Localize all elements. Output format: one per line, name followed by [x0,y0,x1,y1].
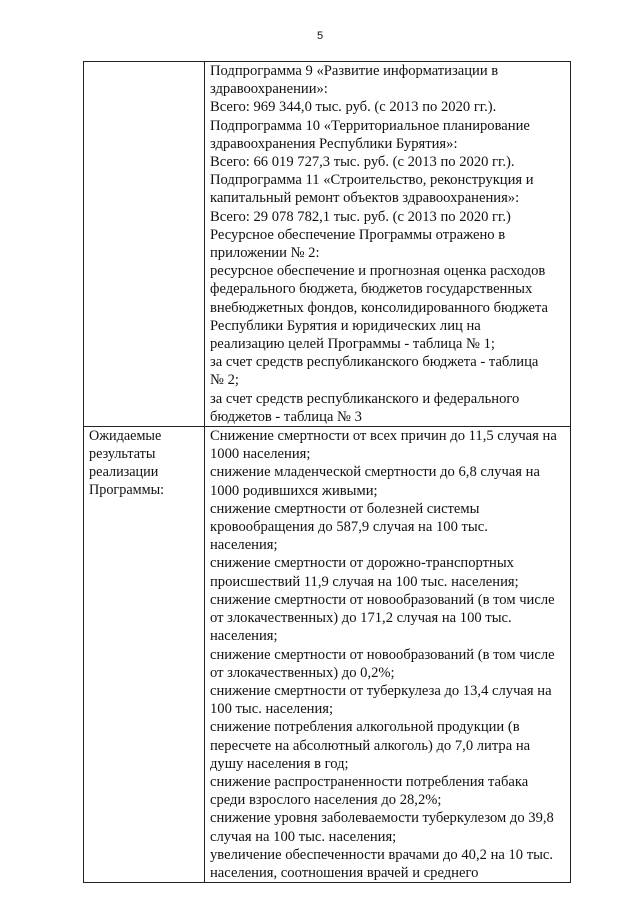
content-line: пересчете на абсолютный алкоголь) до 7,0 литра на [210,737,531,754]
content-line: ресурсное обеспечение и прогнозная оценка расходов [210,263,546,280]
content-line: от злокачественных) до 0,2%; [210,664,395,681]
content-line: Всего: 29 078 782,1 тыс. руб. (с 2013 по 2020 гг.) [210,208,511,225]
content-line: кровообращения до 587,9 случая на 100 тыс. [210,519,488,536]
label-line: реализации [89,464,159,481]
label-line: результаты [89,446,156,463]
content-line: снижение смертности от дорожно-транспортных [210,555,514,572]
content-line: снижение уровня заболеваемости туберкулезом до 39,8 [210,810,554,827]
content-line: увеличение обеспеченности врачами до 40,2 на 10 тыс. [210,846,554,863]
row-content-cell [205,62,571,427]
table-row [84,427,571,883]
row-label-cell [84,62,205,427]
content-line: Всего: 969 344,0 тыс. руб. (с 2013 по 2020 гг.). [210,99,497,116]
program-passport-table [83,61,571,883]
row-label-cell [84,427,205,883]
content-line: снижение распространенности потребления табака [210,773,529,790]
content-line: среди взрослого населения до 28,2%; [210,792,442,809]
content-line: 1000 родившихся живыми; [210,482,378,499]
content-line: Подпрограмма 11 «Строительство, реконструкция и [210,172,534,189]
content-line: снижение смертности от туберкулеза до 13,4 случая на [210,682,552,699]
content-line: населения; [210,537,278,554]
content-line: Подпрограмма 9 «Развитие информатизации в [210,63,499,79]
content-line: снижение младенческой смертности до 6,8 случая на [210,464,540,481]
content-line: капитальный ремонт объектов здравоохранения»: [210,190,520,207]
content-line: от злокачественных) до 171,2 случая на 100 тыс. [210,610,512,627]
content-line: Всего: 66 019 727,3 тыс. руб. (с 2013 по 2020 гг.). [210,154,515,171]
table-row [84,62,571,427]
content-line: населения, соотношения врачей и среднего [210,864,479,881]
content-line: за счет средств республиканского бюджета - таблица [210,354,539,371]
content-line: снижение смертности от болезней системы [210,500,480,517]
page-number: 5 [316,30,324,42]
content-line: 100 тыс. населения; [210,701,334,718]
content-line: приложении № 2: [210,245,320,262]
label-line: Ожидаемые [89,428,162,445]
content-line: здравоохранения Республики Бурятия»: [210,135,458,152]
content-line: внебюджетных фондов, консолидированного бюджета [210,299,548,316]
content-line: Подпрограмма 10 «Территориальное планирование [210,117,530,134]
content-line: случая на 100 тыс. населения; [210,828,397,845]
content-line: федерального бюджета, бюджетов государственных [210,281,533,298]
content-line: снижение смертности от новообразований (в том числе [210,646,555,663]
content-line: за счет средств республиканского и федерального [210,390,520,407]
content-line: Республики Бурятия и юридических лиц на [210,317,481,334]
content-line: здравоохранении»: [210,81,328,98]
content-line: бюджетов - таблица № 3 [210,408,362,425]
content-line: Ресурсное обеспечение Программы отражено в [210,226,506,243]
content-line: Снижение смертности от всех причин до 11,5 случая на [210,428,557,445]
content-line: 1000 населения; [210,446,311,463]
content-line: душу населения в год; [210,755,349,772]
content-line: снижение смертности от новообразований (в том числе [210,591,555,608]
content-line: № 2; [210,372,239,389]
content-line: реализацию целей Программы - таблица № 1; [210,336,495,353]
row-content-cell [205,427,571,883]
content-line: населения; [210,628,278,645]
label-line: Программы: [89,482,165,499]
content-line: снижение потребления алкогольной продукции (в [210,719,520,736]
content-line: происшествий 11,9 случая на 100 тыс. населения; [210,573,519,590]
